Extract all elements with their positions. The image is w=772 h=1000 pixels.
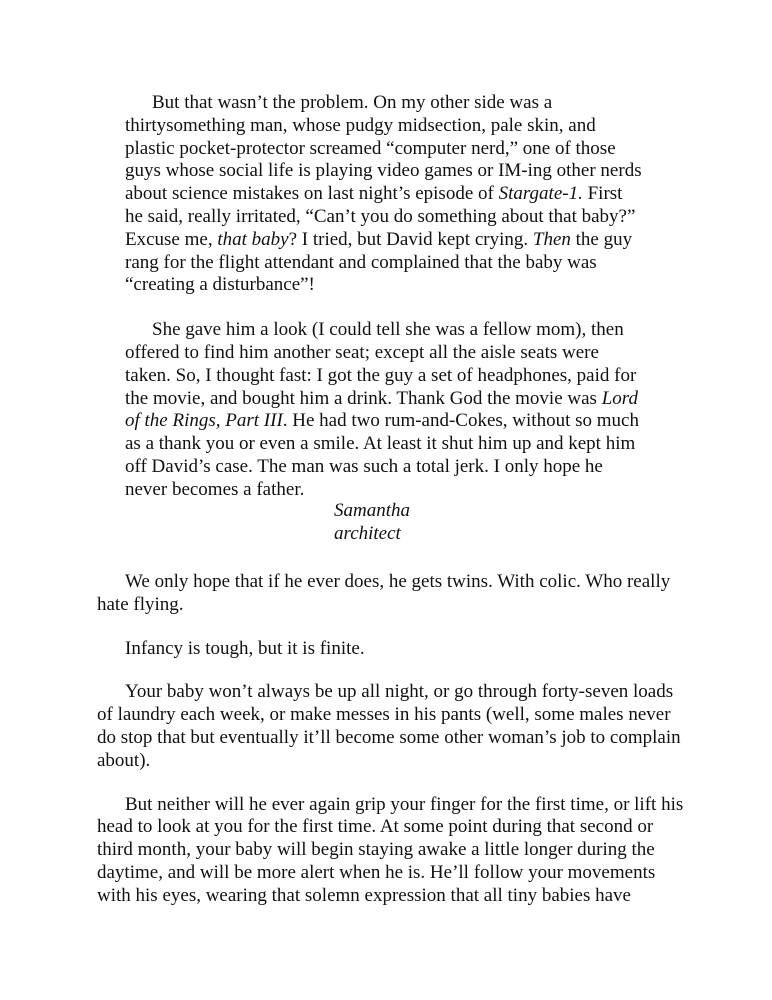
body-paragraph: But neither will he ever again grip your finger for the first time, or lift his head to look at you for the first time. At some point during that second or third month, your baby will begin staying awake a little longer during the daytime, and will be more alert when he is. He’ll follow your movements with his eyes, wearing that solemn expression that all tiny babies have xyxy=(97,793,684,906)
quote-text: She gave him a look (I could tell she was a fellow mom), then offered to find him another seat; except all the aisle seats were taken. So, I thought fast: I got the guy a set of headphones, paid for the movie, and bought him a drink. Thank God the movie was xyxy=(125,319,637,409)
body-text xyxy=(97,571,687,908)
quote-italic-text: Lord of the Rings, Part III xyxy=(125,387,638,432)
quote-italic-text: Stargate-1. xyxy=(498,183,583,205)
quote-text: . He had two rum-and-Cokes, without so much as a thank you or even a smile. At least it shut him up and kept him off David’s case. The man was such a total jerk. I only hope he never becomes a father. xyxy=(125,410,639,500)
quote-text: ? I tried, but David kept crying. xyxy=(288,228,533,250)
quote-text: the guy rang for the flight attendant and complained that the baby was “creating a disturbance”! xyxy=(125,228,633,296)
quote-attribution xyxy=(334,500,410,546)
quote-italic-text: that baby xyxy=(217,228,289,250)
block-quote xyxy=(125,92,645,502)
quote-paragraph xyxy=(125,319,645,501)
quote-italic-text: Then xyxy=(532,228,571,250)
quote-text: But that wasn’t the problem. On my other side was a thirtysomething man, whose pudgy midsection, pale skin, and plastic pocket-protector screamed “computer nerd,” one of those guys whose social life is playing video games or IM-ing other nerds about science mistakes on last night’s episode of xyxy=(125,92,642,205)
attribution-role: architect xyxy=(334,522,401,544)
body-paragraph: We only hope that if he ever does, he gets twins. With colic. Who really hate flying. xyxy=(97,571,671,615)
body-paragraph: Your baby won’t always be up all night, or go through forty-seven loads of laundry each week, or make messes in his pants (well, some males never do stop that but eventually it’ll become some other woman’s job to complain about). xyxy=(97,681,681,771)
body-paragraph: Infancy is tough, but it is finite. xyxy=(125,637,365,659)
quote-text: First he said, really irritated, “Can’t you do something about that baby?” Excuse me, xyxy=(125,183,636,250)
attribution-name: Samantha xyxy=(334,500,410,521)
quote-paragraph xyxy=(125,92,645,297)
